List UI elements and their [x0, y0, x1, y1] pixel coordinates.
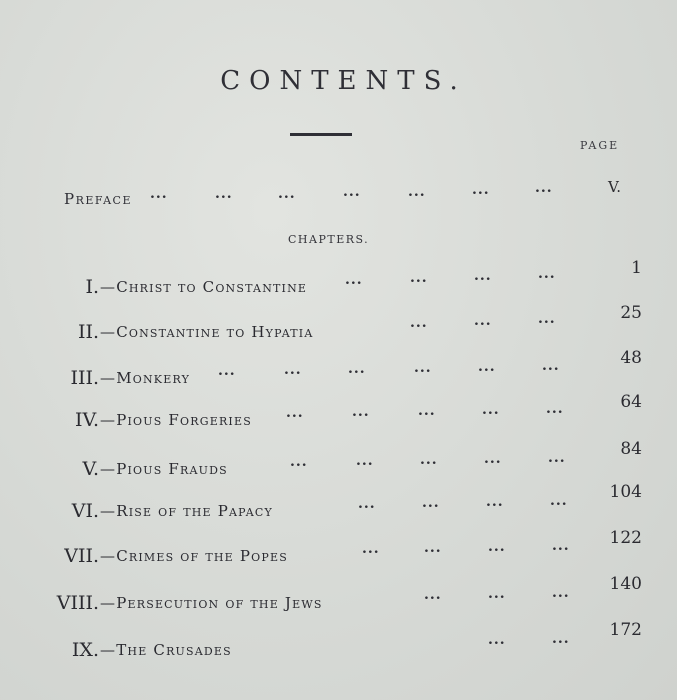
- chapter-number: VIII.: [56, 592, 99, 614]
- leader-dots: ...: [422, 495, 440, 511]
- leader-dots: ...: [474, 313, 492, 329]
- chapter-page: 140: [609, 574, 642, 594]
- chapter-title: —Christ to Constantine: [100, 278, 308, 296]
- chapter-page: 122: [609, 528, 642, 548]
- chapter-page: 1: [631, 258, 642, 278]
- chapter-number: II.: [77, 321, 99, 343]
- leader-dots: ...: [478, 359, 496, 375]
- chapter-page: 84: [620, 439, 642, 459]
- title-rule: [290, 133, 352, 136]
- leader-dots: ...: [362, 541, 380, 557]
- leader-dots: ...: [474, 268, 492, 284]
- toc-row: [0, 258, 677, 310]
- chapter-page: 64: [620, 392, 642, 412]
- chapter-number: VII.: [64, 545, 99, 567]
- chapter-number: VI.: [71, 500, 99, 522]
- preface-label: Preface: [64, 190, 132, 208]
- chapter-title: —The Crusades: [100, 641, 232, 659]
- chapter-number: I.: [85, 276, 99, 298]
- leader-dots: ...: [538, 311, 556, 327]
- leader-dots: ...: [552, 538, 570, 554]
- leader-dots: ...: [358, 496, 376, 512]
- leader-dots: ...: [472, 182, 490, 198]
- chapter-number: III.: [70, 367, 99, 389]
- leader-dots: ...: [488, 586, 506, 602]
- toc-row: [0, 620, 677, 675]
- chapters-heading: CHAPTERS.: [288, 233, 370, 246]
- leader-dots: ...: [215, 186, 233, 202]
- preface-page-number: V.: [608, 178, 621, 196]
- chapter-title: —Monkery: [100, 369, 191, 387]
- chapter-page: 25: [620, 303, 642, 323]
- leader-dots: ...: [410, 315, 428, 331]
- leader-dots: ...: [424, 587, 442, 603]
- leader-dots: ...: [410, 270, 428, 286]
- leader-dots: ...: [418, 403, 436, 419]
- chapter-page: 172: [609, 620, 642, 640]
- chapter-title: —Persecution of the Jews: [100, 594, 323, 612]
- leader-dots: ...: [552, 631, 570, 647]
- leader-dots: ...: [356, 453, 374, 469]
- chapter-title: —Pious Forgeries: [100, 411, 252, 429]
- chapter-title: —Rise of the Papacy: [100, 502, 273, 520]
- leader-dots: ...: [424, 540, 442, 556]
- leader-dots: ...: [488, 632, 506, 648]
- page-title: CONTENTS.: [220, 66, 467, 96]
- leader-dots: ...: [414, 360, 432, 376]
- leader-dots: ...: [150, 186, 168, 202]
- leader-dots: ...: [550, 493, 568, 509]
- leader-dots: ...: [552, 585, 570, 601]
- toc-row: [0, 574, 677, 628]
- toc-row: [0, 528, 677, 581]
- chapter-page: 104: [609, 482, 642, 502]
- toc-row: [0, 439, 677, 494]
- toc-row: [0, 303, 677, 355]
- leader-dots: ...: [286, 405, 304, 421]
- chapter-number: IV.: [75, 409, 99, 431]
- leader-dots: ...: [482, 402, 500, 418]
- leader-dots: ...: [345, 272, 363, 288]
- chapter-number: IX.: [71, 639, 99, 661]
- leader-dots: ...: [486, 494, 504, 510]
- leader-dots: ...: [535, 180, 553, 196]
- chapter-page: 48: [620, 348, 642, 368]
- leader-dots: ...: [218, 363, 236, 379]
- leader-dots: ...: [343, 184, 361, 200]
- leader-dots: ...: [420, 452, 438, 468]
- leader-dots: ...: [538, 266, 556, 282]
- leader-dots: ...: [290, 454, 308, 470]
- chapter-number: V.: [82, 458, 99, 480]
- leader-dots: ...: [408, 184, 426, 200]
- page-column-label: PAGE: [580, 139, 620, 152]
- toc-row: [0, 482, 677, 536]
- leader-dots: ...: [284, 362, 302, 378]
- toc-row: [0, 392, 677, 445]
- leader-dots: ...: [484, 451, 502, 467]
- leader-dots: ...: [348, 361, 366, 377]
- leader-dots: ...: [488, 539, 506, 555]
- chapter-title: —Crimes of the Popes: [100, 547, 288, 565]
- chapter-title: —Pious Frauds: [100, 460, 228, 478]
- leader-dots: ...: [278, 186, 296, 202]
- leader-dots: ...: [542, 358, 560, 374]
- leader-dots: ...: [352, 404, 370, 420]
- leader-dots: ...: [548, 450, 566, 466]
- chapter-title: —Constantine to Hypatia: [100, 323, 314, 341]
- toc-row: [0, 348, 677, 403]
- leader-dots: ...: [546, 401, 564, 417]
